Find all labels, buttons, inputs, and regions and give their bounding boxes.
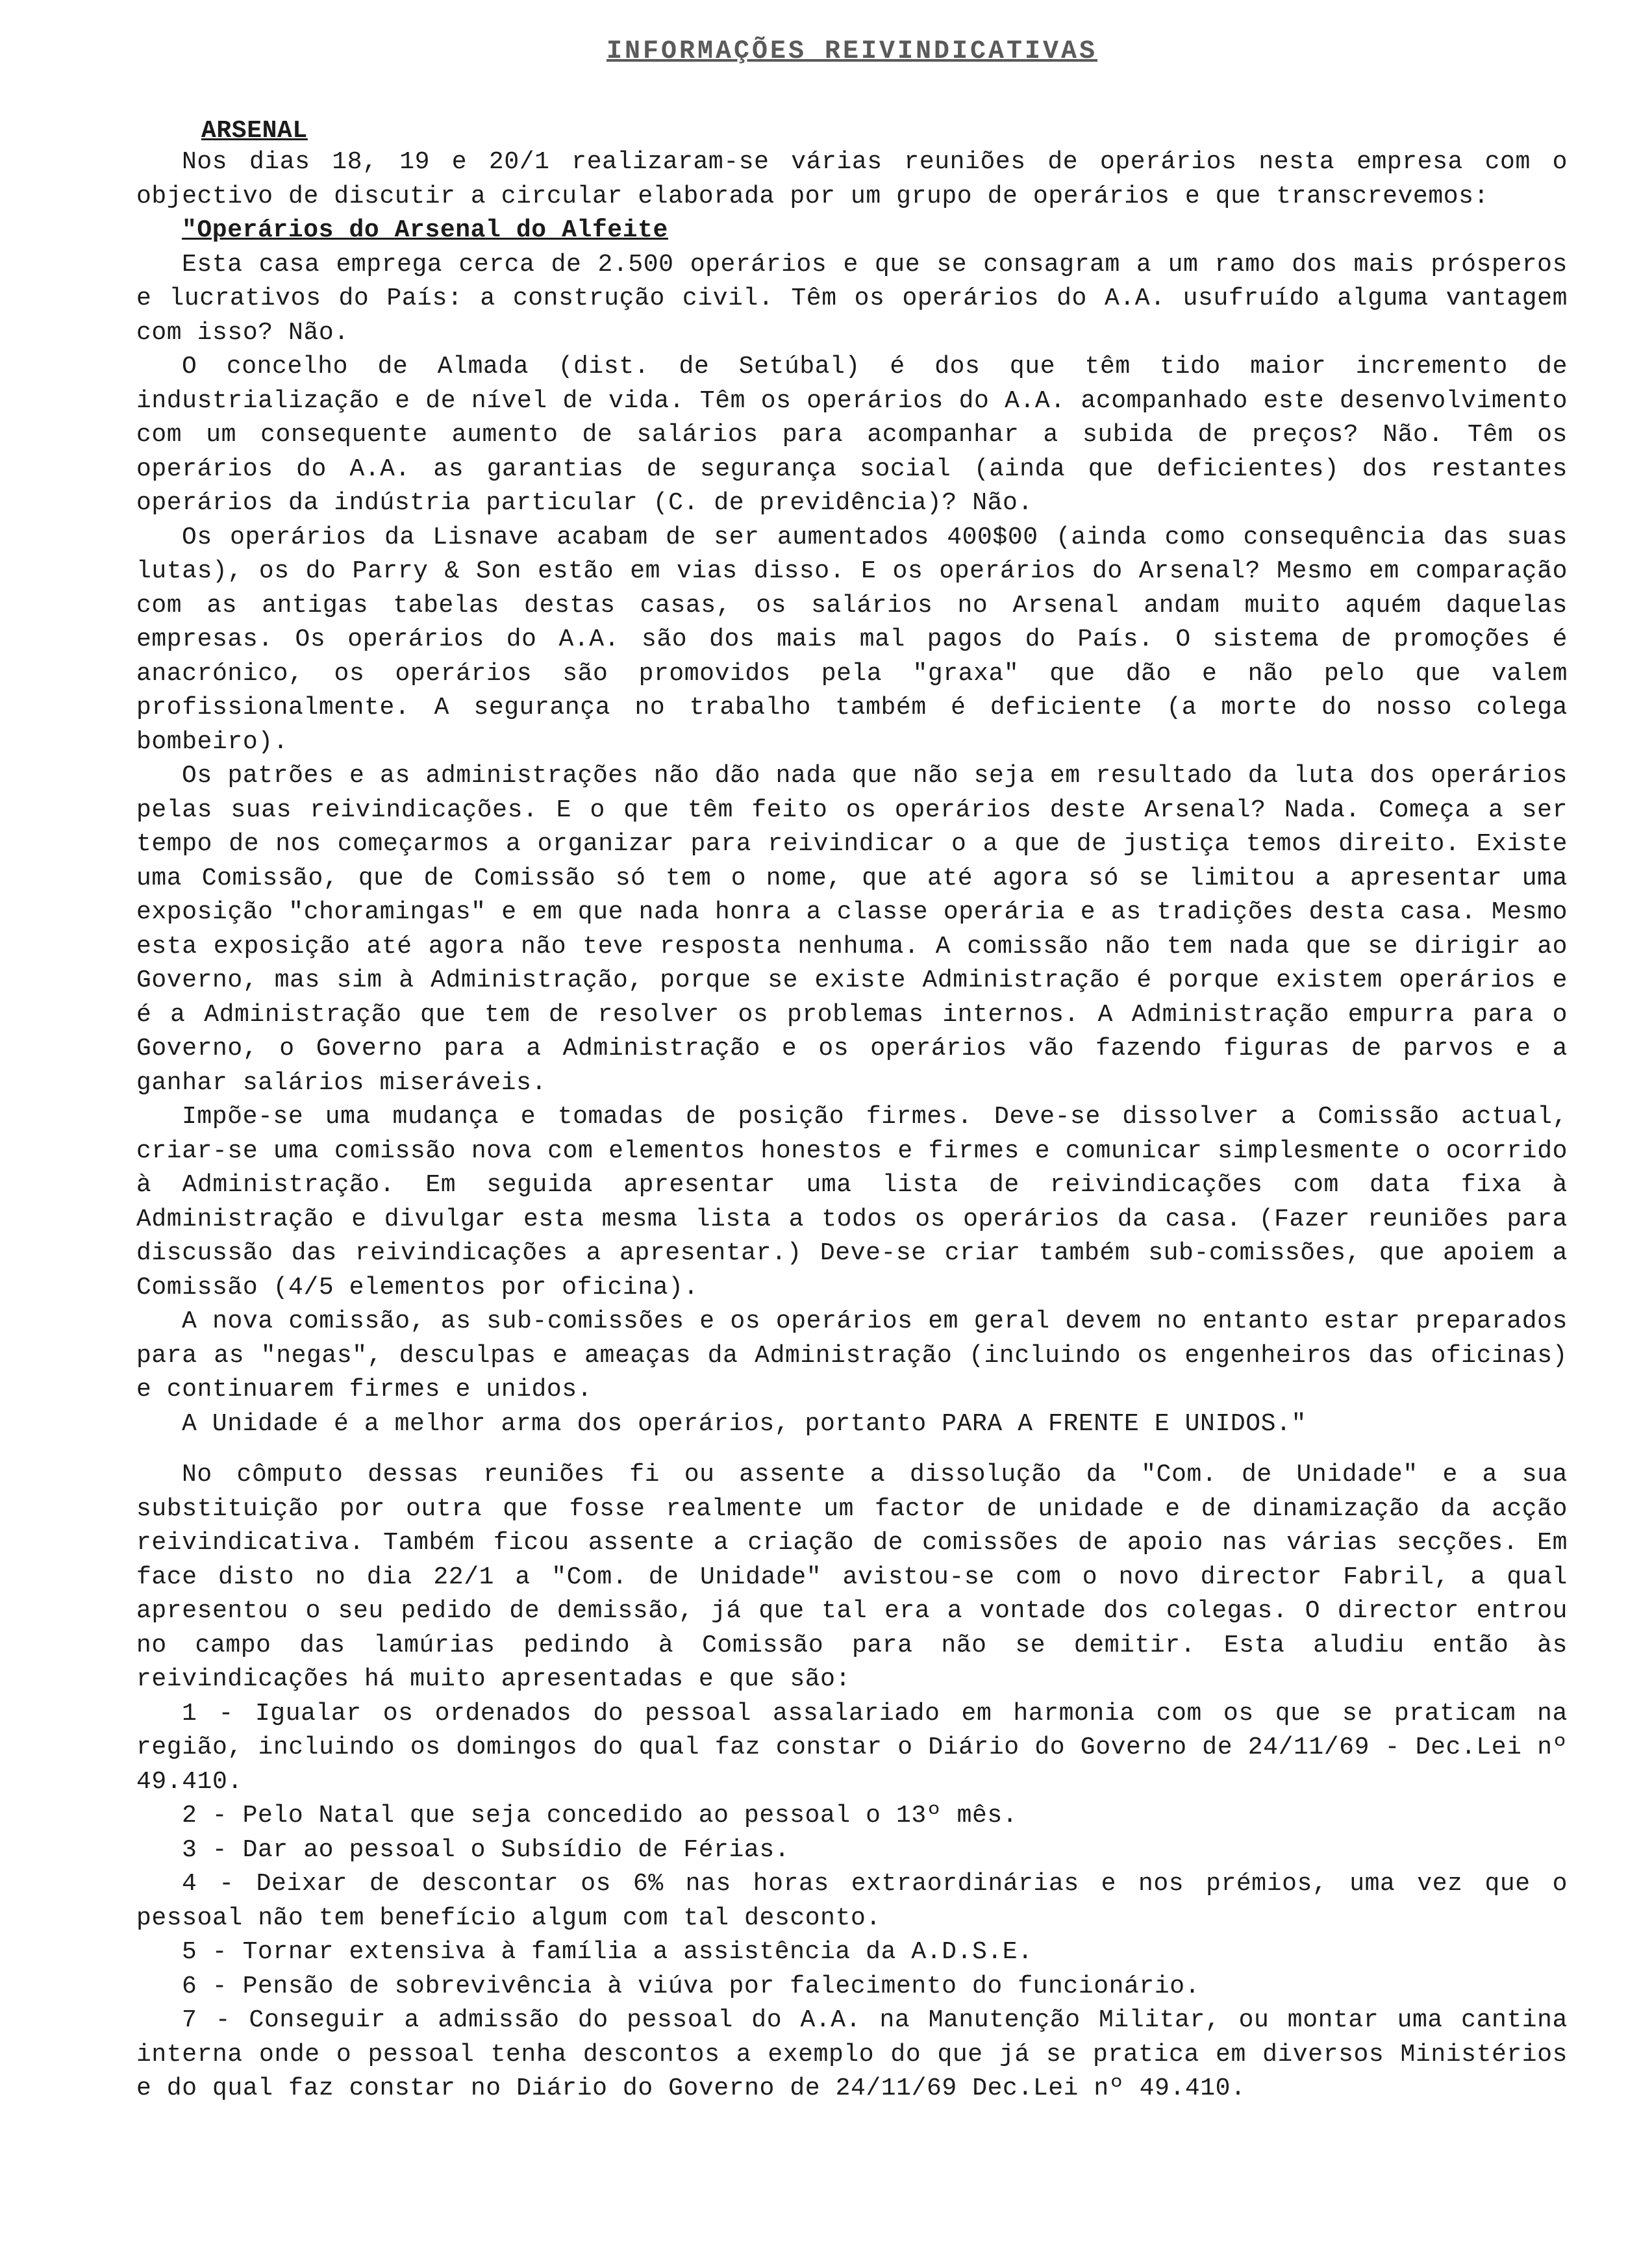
circular-paragraph-3: Os operários da Lisnave acabam de ser aumentados 400$00 (ainda como consequência das suas lutas), os do Parry & Son estão em vias disso. E os operários do Arsenal? Mesmo em comparação com as antigas tabelas destas casas, os salários no Arsenal andam muito aquém daquelas empresas. Os operários do A.A. são dos mais mal pagos do País. O sistema de promoções é anacrónico, os operários são promovidos pela "graxa" que dão e não pelo que valem profissionalmente. A segurança no trabalho também é deficiente (a morte do nosso colega bombeiro). (136, 523, 1568, 756)
circular-paragraph-5: Impõe-se uma mudança e tomadas de posição firmes. Deve-se dissolver a Comissão actual, criar-se uma comissão nova com elementos honestos e firmes e comunicar simplesmente o ocorrido à Administração. Em seguida apresentar uma lista de reivindicações com data fixa à Administração e divulgar esta mesma lista a todos os operários da casa. (Fazer reuniões para discussão das reivindicações a apresentar.) Deve-se criar também sub-comissões, que apoiem a Comissão (4/5 elementos por oficina). (136, 1103, 1568, 1302)
claim-item-5: 5 - Tornar extensiva à família a assistência da A.D.S.E. (182, 1938, 1033, 1966)
circular-paragraph-4: Os patrões e as administrações não dão nada que não seja em resultado da luta dos operários pelas suas reivindicações. E o que têm feito os operários deste Arsenal? Nada. Começa a ser tempo de nos começarmos a organizar para reivindicar o a que de justiça temos direito. Existe uma Comissão, que de Comissão só tem o nome, que até agora só se limitou a apresentar uma exposição "choramingas" e em que nada honra a classe operária e as tradições desta casa. Mesmo esta exposição até agora não teve resposta nenhuma. A comissão não tem nada que se dirigir ao Governo, mas sim à Administração, porque se existe Administração é porque existem operários e é a Administração que tem de resolver os problemas internos. A Administração empurra para o Governo, o Governo para a Administração e os operários vão fazendo figuras de parvos e a ganhar salários miseráveis. (136, 762, 1568, 1097)
paragraph-gap (136, 1441, 1568, 1458)
circular-paragraph-6: A nova comissão, as sub-comissões e os operários em geral devem no entanto estar preparados para as "negas", desculpas e ameaças da Administração (incluindo os engenheiros das oficinas) e continuarem firmes e unidos. (136, 1307, 1568, 1404)
circular-paragraph-2: O concelho de Almada (dist. de Setúbal) é dos que têm tido maior incremento de industrialização e de nível de vida. Têm os operários do A.A. acompanhado este desenvolvimento com um consequente aumento de salários para acompanhar a subida de preços? Não. Têm os operários do A.A. as garantias de segurança social (ainda que deficientes) dos restantes operários da indústria particular (C. de previdência)? Não. (136, 353, 1568, 517)
claim-item-6: 6 - Pensão de sobrevivência à viúva por falecimento do funcionário. (182, 1972, 1201, 2000)
section-heading-arsenal: ARSENAL (201, 117, 308, 145)
claim-item-3: 3 - Dar ao pessoal o Subsídio de Férias. (182, 1835, 790, 1864)
document-title: INFORMAÇÕES REIVINDICATIVAS (606, 37, 1098, 66)
claim-item-1: 1 - Igualar os ordenados do pessoal assalariado em harmonia com os que se praticam na região, incluindo os domingos do qual faz constar o Diário do Governo de 24/11/69 - Dec.Lei nº 49.410. (136, 1699, 1568, 1796)
outcome-paragraph: No cômputo dessas reuniões fi ou assente a dissolução da "Com. de Unidade" e a sua substituição por outra que fosse realmente um factor de unidade e de dinamização da acção reivindicativa. Também ficou assente a criação de comissões de apoio nas várias secções. Em face disto no dia 22/1 a "Com. de Unidade" avistou-se com o novo director Fabril, a qual apresentou o seu pedido de demissão, já que tal era a vontade dos colegas. O director entrou no campo das lamúrias pedindo à Comissão para não se demitir. Esta aludiu então às reivindicações há muito apresentadas e que são: (136, 1461, 1568, 1693)
claim-item-7: 7 - Conseguir a admissão do pessoal do A.A. na Manutenção Militar, ou montar uma cantina interna onde o pessoal tenha descontos a exemplo do que já se pratica em diversos Ministérios e do qual faz constar no Diário do Governo de 24/11/69 Dec.Lei nº 49.410. (136, 2006, 1568, 2102)
claim-item-4: 4 - Deixar de descontar os 6% nas horas extraordinárias e nos prémios, uma vez que o pessoal não tem benefício algum com tal desconto. (136, 1870, 1568, 1932)
circular-paragraph-7: A Unidade é a melhor arma dos operários, portanto PARA A FRENTE E UNIDOS." (182, 1409, 1307, 1438)
circular-heading: "Operários do Arsenal do Alfeite (182, 216, 668, 244)
claim-item-2: 2 - Pelo Natal que seja concedido ao pessoal o 13º mês. (182, 1802, 1018, 1830)
circular-paragraph-1: Esta casa emprega cerca de 2.500 operários e que se consagram a um ramo dos mais prósperos e lucrativos do País: a construção civil. Têm os operários do A.A. usufruído alguma vantagem com isso? Não. (136, 250, 1568, 347)
claims-list (136, 1697, 1568, 2106)
intro-paragraph: Nos dias 18, 19 e 20/1 realizaram-se várias reuniões de operários nesta empresa com o objectivo de discutir a circular elaborada por um grupo de operários e que transcrevemos: (136, 148, 1568, 210)
